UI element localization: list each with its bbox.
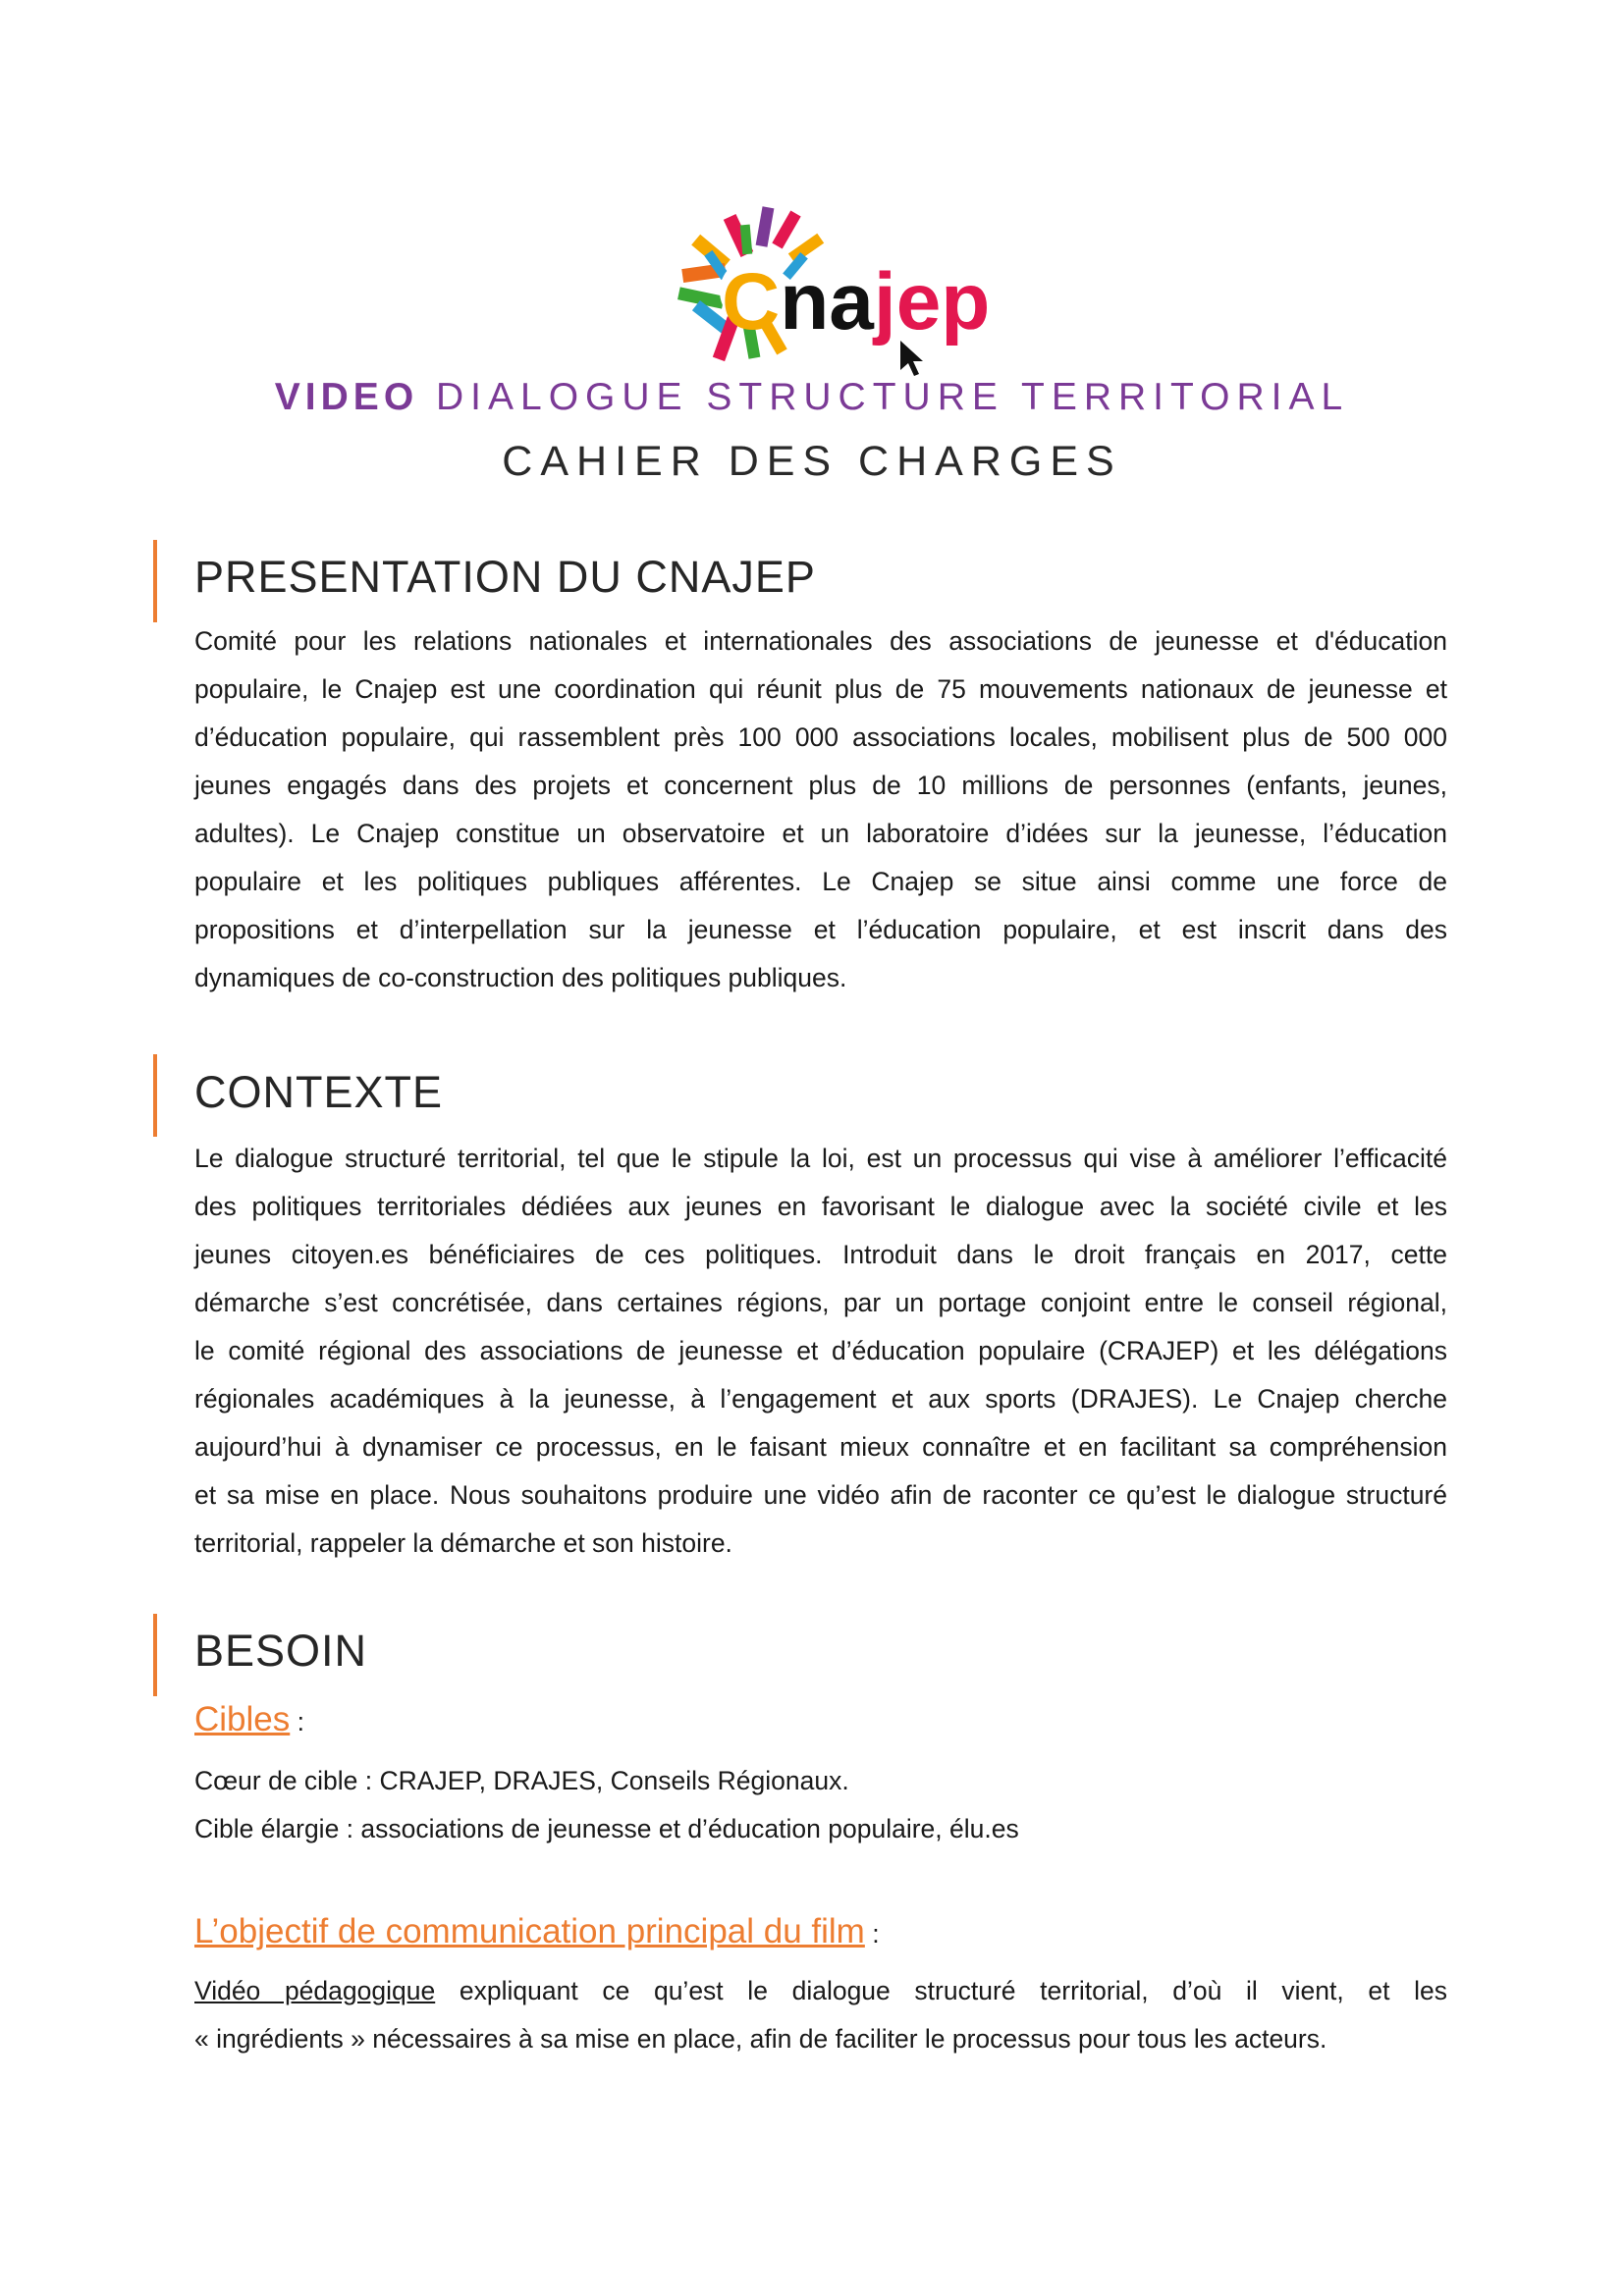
paragraph-line: propositions et d’interpellation sur la jeunesse et l’éducation populaire, et est inscrit dans des — [194, 915, 1447, 944]
paragraph-line: jeunes citoyen.es bénéficiaires de ces politiques. Introduit dans le droit français en 2017, cette — [194, 1240, 1447, 1269]
paragraph-line: populaire et les politiques publiques afférentes. Le Cnajep se situe ainsi comme une force de — [194, 867, 1447, 896]
video-pedagogique: Vidéo pédagogique — [194, 1976, 436, 2005]
cibles-title: Cibles — [194, 1700, 291, 1738]
cible-elargie: Cible élargie : associations de jeunesse et d’éducation populaire, élu.es — [194, 1814, 1019, 1843]
section-accent-bar — [153, 1614, 157, 1696]
objectif-title: L’objectif de communication principal du film — [194, 1912, 865, 1950]
presentation-paragraph — [194, 617, 1447, 1002]
paragraph-line: Le dialogue structuré territorial, tel que le stipule la loi, est un processus qui vise à améliorer l’efficacité — [194, 1144, 1447, 1173]
paragraph-line: d’éducation populaire, qui rassemblent près 100 000 associations locales, mobilisent plus de 500 000 — [194, 722, 1447, 752]
paragraph-line: des politiques territoriales dédiées aux jeunes en favorisant le dialogue avec la société civile et les — [194, 1192, 1447, 1221]
document-subtitle: CAHIER DES CHARGES — [502, 438, 1122, 485]
paragraph-line: jeunes engagés dans des projets et concernent plus de 10 millions de personnes (enfants, jeunes, — [194, 771, 1447, 800]
paragraph-line: dynamiques de co-construction des politiques publiques. — [194, 963, 847, 992]
paragraph-line: adultes). Le Cnajep constitue un observatoire et un laboratoire d’idées sur la jeunesse, l’éducation — [194, 819, 1447, 848]
paragraph-line: Comité pour les relations nationales et internationales des associations de jeunesse et d'éducation — [194, 626, 1447, 656]
paragraph-line: populaire, le Cnajep est une coordination qui réunit plus de 75 mouvements nationaux de jeunesse et — [194, 674, 1447, 704]
logo-wordmark: Cnajep — [722, 257, 991, 347]
document-title: VIDEO DIALOGUE STRUCTURE TERRITORIAL — [274, 376, 1350, 418]
paragraph-line: le comité régional des associations de jeunesse et d’éducation populaire (CRAJEP) et les délégations — [194, 1336, 1447, 1365]
cnajep-logo — [643, 201, 997, 383]
paragraph-line: territorial, rappeler la démarche et son histoire. — [194, 1528, 732, 1558]
objectif-paragraph — [194, 1967, 1447, 2063]
objectif-subheading: L’objectif de communication principal du film : — [194, 1912, 880, 1950]
heading-besoin: BESOIN — [194, 1626, 368, 1676]
cible-coeur: Cœur de cible : CRAJEP, DRAJES, Conseils Régionaux. — [194, 1766, 849, 1795]
section-accent-bar — [153, 540, 157, 622]
paragraph-line: aujourd’hui à dynamiser ce processus, en le faisant mieux connaître et en facilitant sa compréhension — [194, 1432, 1447, 1462]
cibles-list — [194, 1757, 1447, 1853]
heading-presentation: PRESENTATION DU CNAJEP — [194, 552, 816, 602]
paragraph-line: régionales académiques à la jeunesse, à l’engagement et aux sports (DRAJES). Le Cnajep cherche — [194, 1384, 1447, 1414]
paragraph-line: démarche s’est concrétisée, dans certaines régions, par un portage conjoint entre le conseil régional, — [194, 1288, 1447, 1317]
heading-contexte: CONTEXTE — [194, 1067, 444, 1117]
cibles-subheading: Cibles : — [194, 1700, 304, 1738]
section-accent-bar — [153, 1054, 157, 1137]
paragraph-line: Vidéo pédagogique expliquant ce qu’est le dialogue structuré territorial, d’où il vient, et les — [194, 1976, 1447, 2005]
contexte-paragraph — [194, 1135, 1447, 1568]
paragraph-line: « ingrédients » nécessaires à sa mise en place, afin de faciliter le processus pour tous les acteurs. — [194, 2024, 1327, 2054]
paragraph-line: et sa mise en place. Nous souhaitons produire une vidéo afin de raconter ce qu’est le dialogue structuré — [194, 1480, 1447, 1510]
